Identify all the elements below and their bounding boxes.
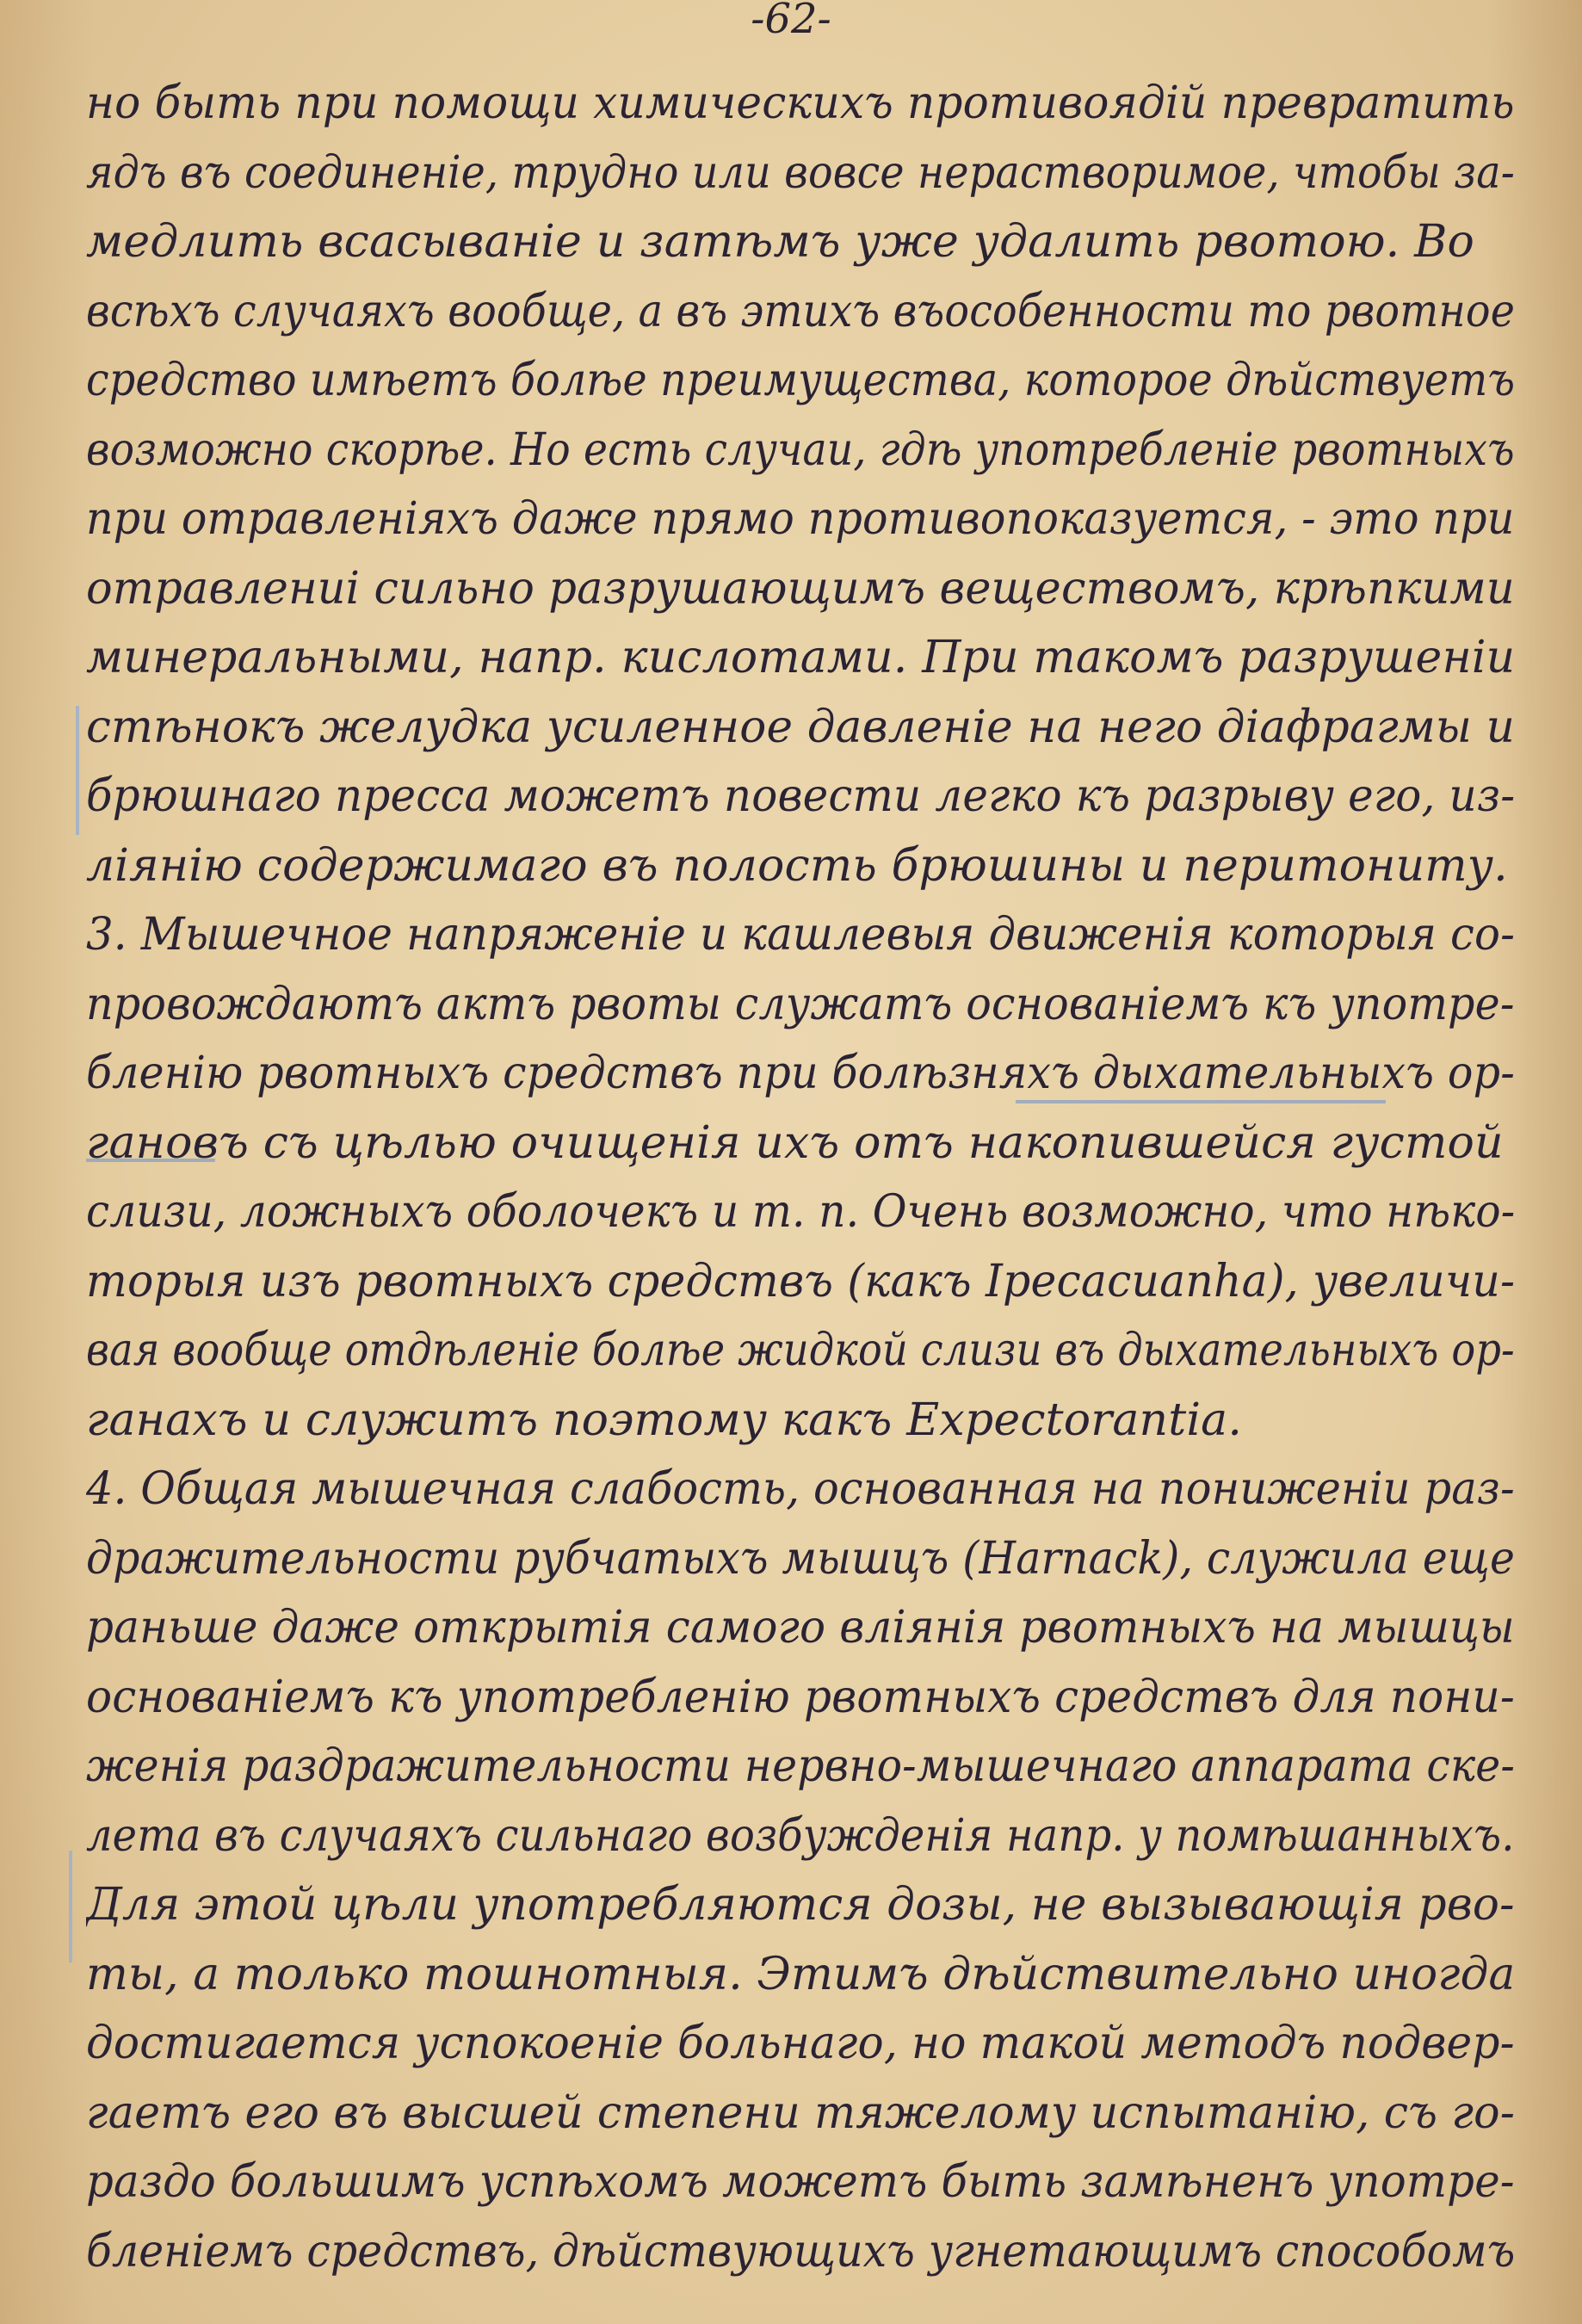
text-line: бленію рвотныхъ средствъ при болѣзняхъ дыхательныхъ ор- — [86, 1048, 1515, 1099]
text-line: возможно скорѣе. Но есть случаи, гдѣ употребленіе рвотныхъ — [86, 424, 1515, 476]
text-line: отравлениі сильно разрушающимъ веществомъ, крѣпкими — [86, 563, 1515, 615]
text-line: торыя изъ рвотныхъ средствъ (какъ Ipecacuanha), увеличи- — [86, 1256, 1516, 1307]
text-line: достигается успокоеніе больнаго, но такой методъ подвер- — [86, 2018, 1515, 2069]
text-line: гаетъ его въ высшей степени тяжелому испытанію, съ го- — [86, 2087, 1516, 2139]
text-line: Для этой цѣли употребляются дозы, не вызывающія рво- — [86, 1879, 1515, 1931]
margin-pencil-mark — [76, 706, 79, 835]
text-line: но быть при помощи химическихъ противоядій превратить — [86, 77, 1515, 129]
text-line: дражительности рубчатыхъ мышцъ (Harnack), служила еще — [86, 1533, 1515, 1585]
text-line: медлить всасываніе и затѣмъ уже удалить рвотою. Во — [86, 216, 1475, 268]
text-line: ты, а только тошнотныя. Этимъ дѣйствительно иногда — [86, 1949, 1516, 2000]
text-line: ліянію содержимаго въ полость брюшины и перитониту. — [86, 840, 1508, 892]
text-line: гановъ съ цѣлью очищенія ихъ отъ накопившейся густой — [86, 1117, 1504, 1169]
margin-pencil-mark — [69, 1851, 72, 1962]
text-line: вая вообще отдѣленіе болѣе жидкой слизи въ дыхательныхъ ор- — [86, 1325, 1515, 1376]
text-line: женія раздражительности нервно-мышечнаго аппарата ске- — [86, 1740, 1515, 1792]
text-line: брюшнаго пресса можетъ повести легко къ разрыву его, из- — [86, 770, 1515, 822]
text-line: ганахъ и служитъ поэтому какъ Expectorantia. — [86, 1394, 1243, 1446]
page-number: -62- — [751, 0, 831, 43]
text-line: при отравленіяхъ даже прямо противопоказуется, - это при — [86, 493, 1515, 545]
text-line: раньше даже открытія самого вліянія рвотныхъ на мышцы — [86, 1602, 1515, 1653]
text-line: слизи, ложныхъ оболочекъ и т. п. Очень возможно, что нѣко- — [86, 1186, 1515, 1238]
text-line: лета въ случаяхъ сильнаго возбужденія напр. у помѣшанныхъ. — [86, 1810, 1515, 1862]
text-line: провождаютъ актъ рвоты служатъ основаніемъ къ употре- — [86, 979, 1515, 1030]
text-line: раздо большимъ успѣхомъ можетъ быть замѣненъ употре- — [86, 2156, 1515, 2208]
text-line: всѣхъ случаяхъ вообще, а въ этихъ въособенности то рвотное — [86, 286, 1515, 337]
text-line: 4. Общая мышечная слабость, основанная на пониженіи раз- — [86, 1463, 1515, 1515]
text-line: минеральными, напр. кислотами. При такомъ разрушеніи — [86, 632, 1516, 683]
text-line: стѣнокъ желудка усиленное давленіе на него діафрагмы и — [86, 702, 1516, 753]
text-line: 3. Мышечное напряженіе и кашлевыя движенія которыя со- — [86, 909, 1516, 961]
text-line: средство имѣетъ болѣе преимущества, которое дѣйствуетъ — [86, 355, 1516, 406]
text-line: бленіемъ средствъ, дѣйствующихъ угнетающимъ способомъ — [86, 2226, 1516, 2278]
text-line: основаніемъ къ употребленію рвотныхъ средствъ для пони- — [86, 1672, 1515, 1723]
text-line: ядъ въ соединеніе, трудно или вовсе нерастворимое, чтобы за- — [86, 147, 1515, 199]
